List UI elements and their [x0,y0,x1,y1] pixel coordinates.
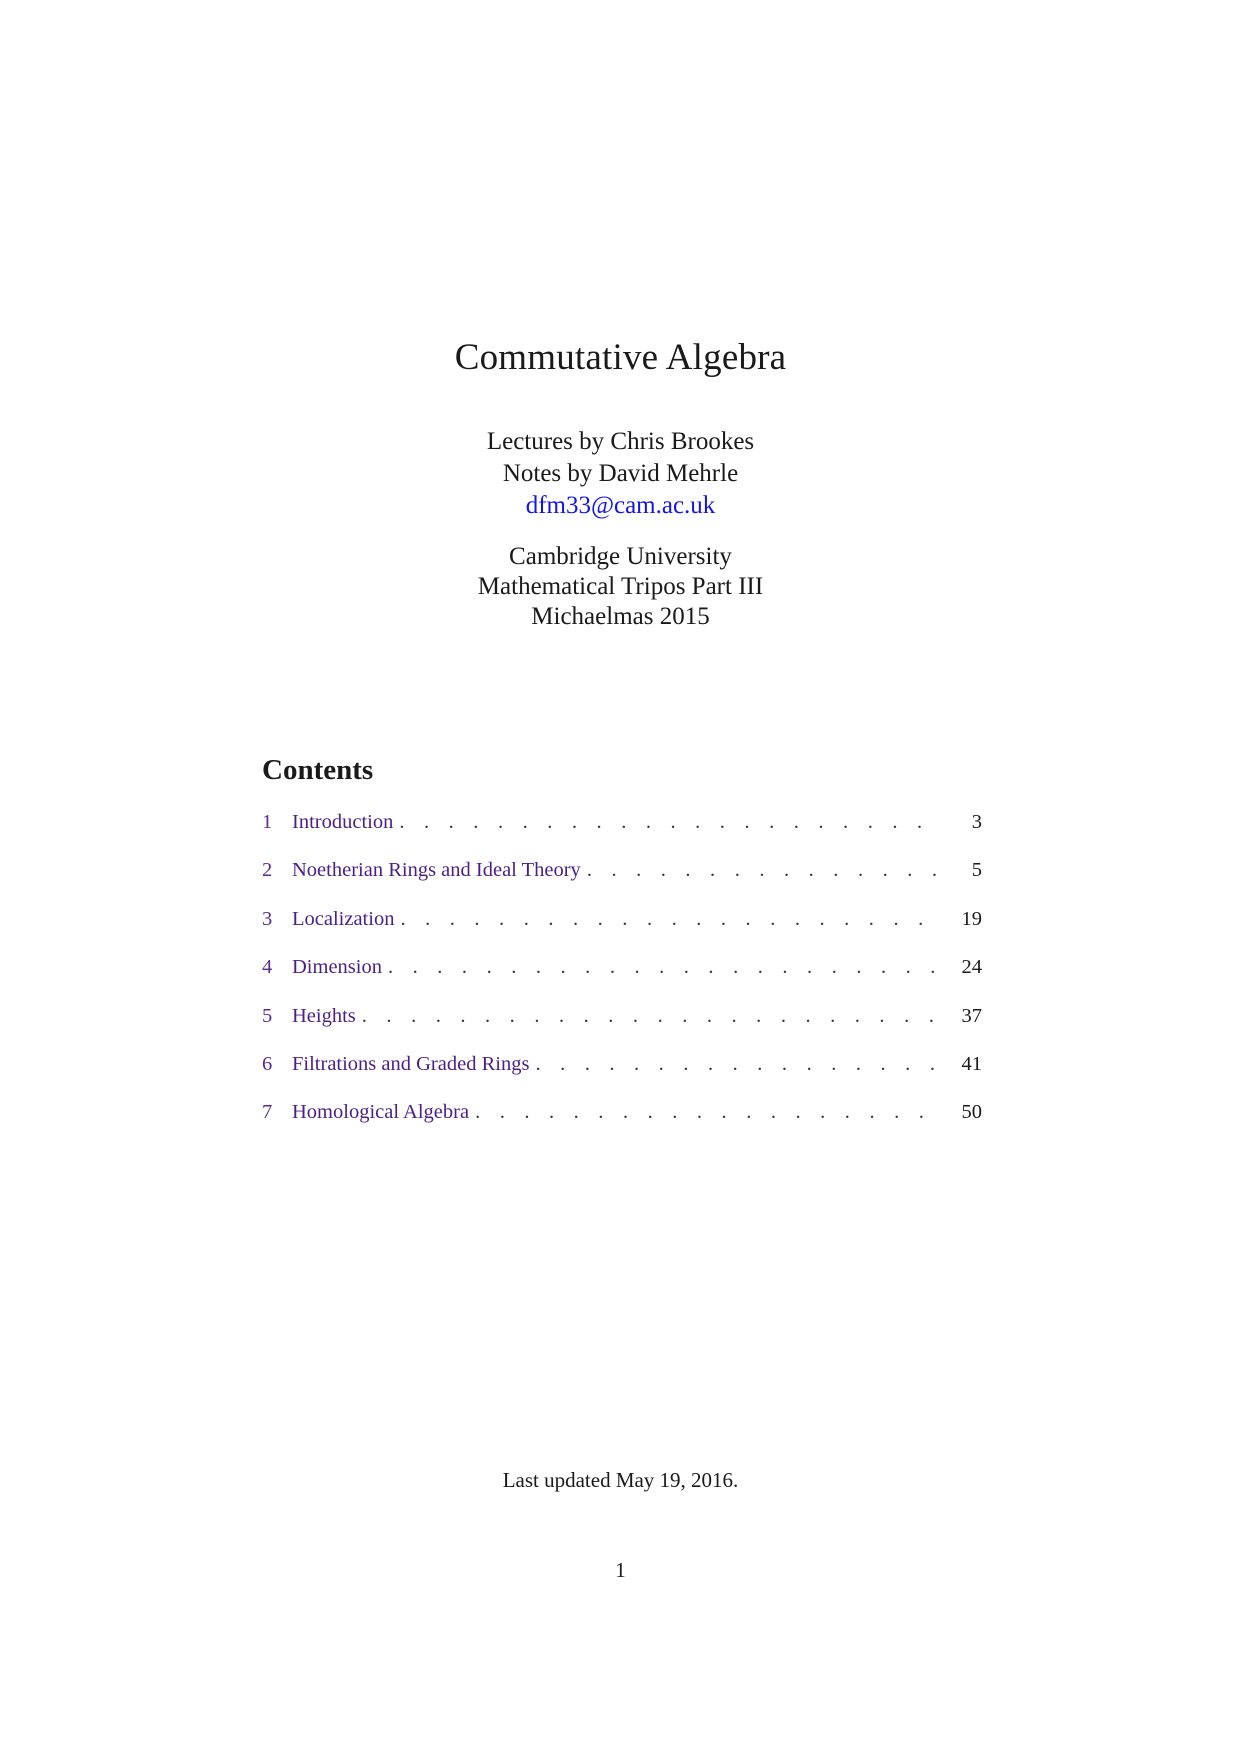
toc-leader-dots [475,1098,942,1126]
toc-entry-page: 5 [971,859,982,882]
toc-entry-page: 24 [961,956,982,979]
course-line: Mathematical Tripos Part III [477,573,764,600]
institution-block [0,542,1241,632]
toc-entry-page: 50 [961,1101,982,1124]
term-line: Michaelmas 2015 [531,603,710,630]
toc-entry-number: 7 [262,1101,273,1124]
toc-entry-heights[interactable] [262,1002,982,1050]
toc-leader-dots [388,953,942,981]
lecturer-line: Lectures by Chris Brookes [486,428,755,455]
document-title: Commutative Algebra [454,337,787,378]
toc-entry-label[interactable]: Noetherian Rings and Ideal Theory [292,859,581,882]
toc-entry-page: 41 [961,1052,982,1075]
table-of-contents [262,808,982,1147]
toc-entry-filtrations[interactable] [262,1050,982,1098]
toc-leader-dots [399,808,942,836]
author-block [0,426,1241,522]
toc-entry-label[interactable]: Homological Algebra [292,1101,470,1124]
toc-entry-introduction[interactable] [262,808,982,856]
toc-leader-dots [535,1050,942,1078]
toc-entry-number: 2 [262,859,273,882]
toc-entry-page: 3 [971,811,982,833]
toc-entry-noetherian-rings[interactable] [262,856,982,904]
page-number: 1 [615,1558,626,1582]
toc-entry-number: 4 [262,956,273,979]
toc-entry-label[interactable]: Dimension [292,956,382,979]
toc-entry-page: 37 [961,1004,982,1027]
toc-leader-dots [587,856,942,884]
last-updated: Last updated May 19, 2016. [502,1468,739,1492]
toc-entry-homological-algebra[interactable] [262,1098,982,1146]
toc-entry-number: 3 [262,907,273,930]
toc-entry-label[interactable]: Introduction [292,811,394,833]
toc-entry-number: 5 [262,1004,273,1027]
toc-entry-dimension[interactable] [262,953,982,1001]
toc-entry-label[interactable]: Heights [292,1004,356,1027]
toc-entry-label[interactable]: Filtrations and Graded Rings [292,1052,530,1075]
toc-leader-dots [362,1002,942,1030]
toc-entry-page: 19 [961,907,982,930]
toc-entry-number: 1 [262,811,273,833]
toc-entry-localization[interactable] [262,905,982,953]
toc-leader-dots [400,905,942,933]
toc-entry-label[interactable]: Localization [292,907,395,930]
toc-entry-number: 6 [262,1052,273,1075]
institution-line: Cambridge University [509,543,732,570]
notes-by-line: Notes by David Mehrle [502,460,739,487]
email-link[interactable]: dfm33@cam.ac.uk [525,492,716,519]
contents-heading: Contents [262,754,374,786]
